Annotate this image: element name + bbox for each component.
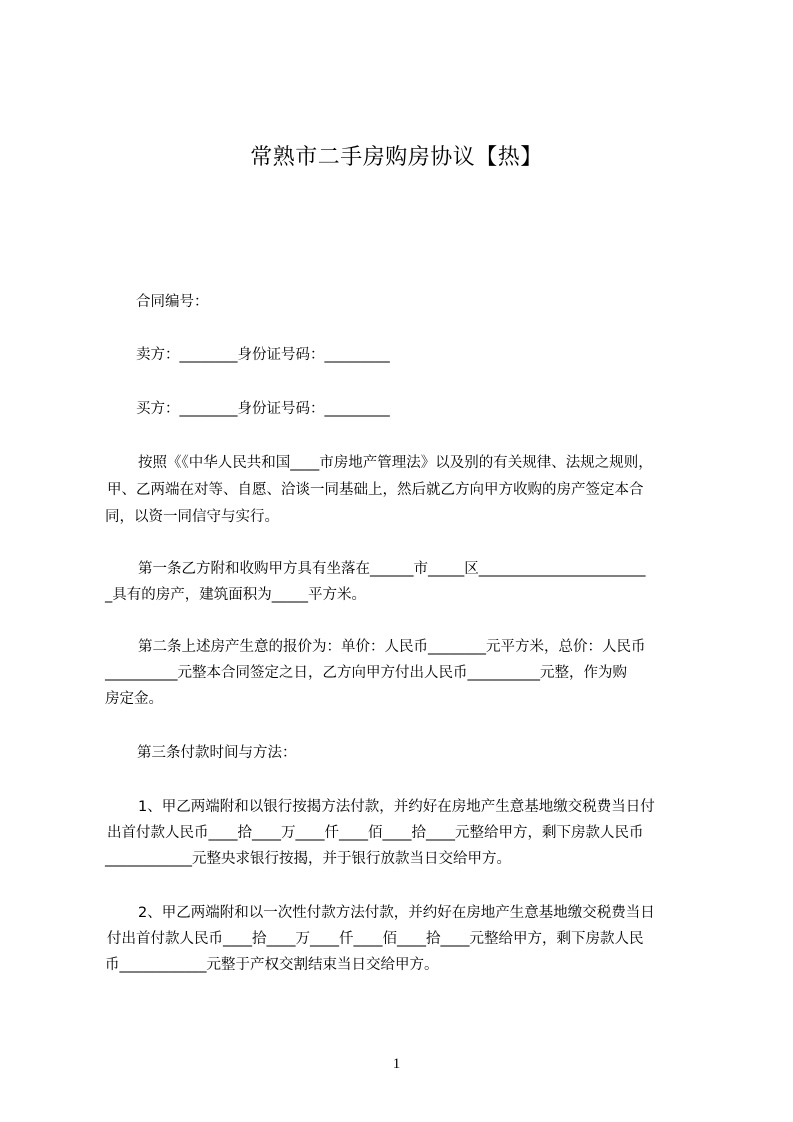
contract-number-label: 合同编号：: [136, 294, 209, 310]
article-1-line: _具有的房产，建筑面积为_____平方米。: [105, 587, 366, 603]
seller-line: 卖方：________身份证号码：_________: [136, 347, 390, 363]
article-2-line: 房定金。: [105, 691, 163, 707]
article-1-line: 第一条乙方附和收购甲方具有坐落在______市_____区_______________________: [138, 561, 646, 577]
payment-item-2-line: 2、甲乙两端附和以一次性付款方法付款，并约好在房地产生意基地缴交税费当日: [138, 905, 655, 921]
payment-item-2-line: 币____________元整于产权交割结束当日交给甲方。: [105, 957, 439, 973]
payment-item-1-line: 出首付款人民币____拾____万____仟____佰____拾____元整给甲方，剩下房款人民币: [107, 825, 644, 841]
article-3-heading: 第三条付款时间与方法：: [137, 745, 297, 761]
page-number: 1: [392, 1056, 401, 1072]
intro-paragraph-line: 甲、乙两端在对等、自愿、洽谈一同基础上，然后就乙方向甲方收购的房产签定本合: [107, 482, 644, 498]
intro-paragraph-line: 按照《《中华人民共和国____市房地产管理法》以及别的有关规律、法规之规则，: [138, 455, 653, 471]
article-2-line: __________元整本合同签定之日，乙方向甲方付出人民币__________元整，作为购: [105, 665, 627, 681]
document-title: 常熟市二手房购房协议【热】: [250, 145, 543, 170]
buyer-line: 买方：________身份证号码：_________: [136, 401, 390, 417]
intro-paragraph-line: 同，以资一同信守与实行。: [105, 509, 279, 525]
article-2-line: 第二条上述房产生意的报价为：单价：人民币________元平方米，总价：人民币: [138, 639, 646, 655]
payment-item-2-line: 付出首付款人民币____拾____万____仟____佰____拾____元整给甲方，剩下房款人民: [107, 931, 644, 947]
payment-item-1-line: 1、甲乙两端附和以银行按揭方法付款，并约好在房地产生意基地缴交税费当日付: [138, 799, 655, 815]
payment-item-1-line: ____________元整央求银行按揭，并于银行放款当日交给甲方。: [105, 851, 511, 867]
